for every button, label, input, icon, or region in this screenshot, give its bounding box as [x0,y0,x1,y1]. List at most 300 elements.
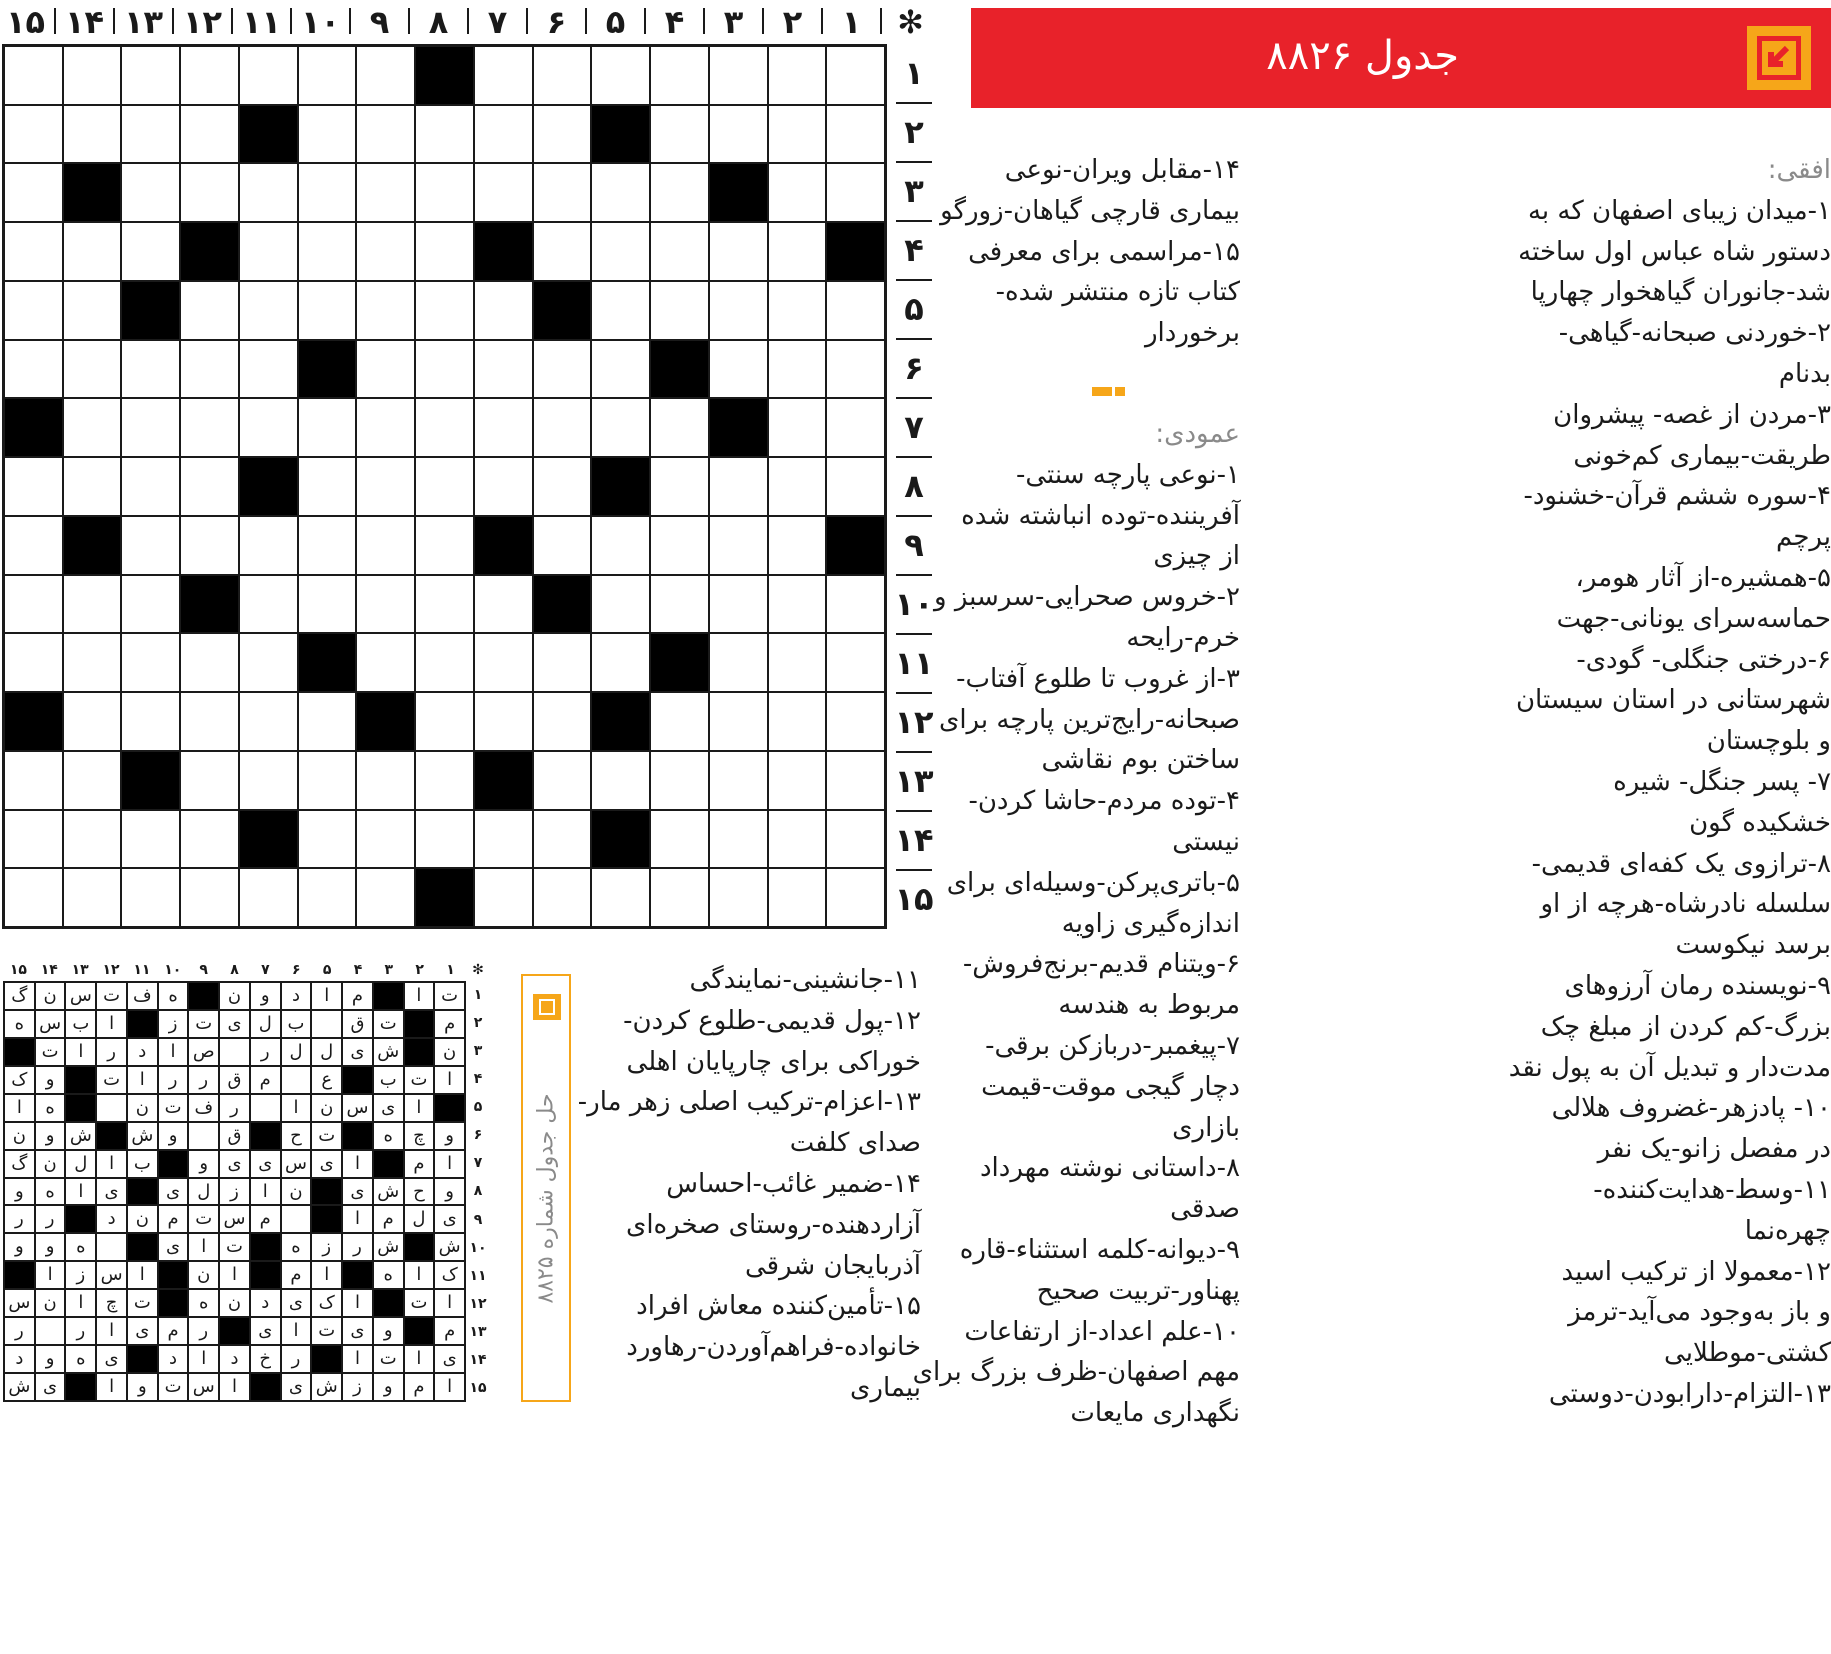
clue-line: صدای کلفت [789,1128,921,1159]
empty-cell[interactable] [180,163,239,222]
empty-cell[interactable] [4,516,63,575]
empty-cell[interactable] [4,868,63,927]
empty-cell[interactable] [239,633,298,692]
solution-letter-cell: ا [158,1038,189,1066]
clue-line: ۲-خروس صحرایی-سرسبز و [934,582,1240,613]
empty-cell[interactable] [533,46,592,105]
empty-cell[interactable] [356,222,415,281]
solution-black-cell [158,1150,189,1178]
solution-column-numbers [3,960,490,980]
corner-arrow-icon [1747,26,1811,90]
column-number: ۳ [723,3,744,41]
solution-black-cell [404,1010,435,1038]
solution-letter-cell: ی [250,1150,281,1178]
empty-cell[interactable] [180,281,239,340]
empty-cell[interactable] [650,163,709,222]
empty-cell[interactable] [356,163,415,222]
empty-cell[interactable] [474,633,533,692]
clue-line: بیماری قارچی گیاهان-زورگو [940,195,1240,226]
empty-cell[interactable] [63,810,122,869]
empty-cell[interactable] [768,633,827,692]
empty-cell[interactable] [826,751,885,810]
solution-letter-cell: ز [158,1010,189,1038]
solution-letter-cell: ت [188,1205,219,1233]
empty-cell[interactable] [474,105,533,164]
empty-cell[interactable] [180,46,239,105]
solution-letter-cell: ت [219,1233,250,1261]
row-number: ۵ [904,290,924,328]
empty-cell[interactable] [121,46,180,105]
solution-letter-cell: د [96,1205,127,1233]
row-number: ۷ [904,408,924,446]
solution-letter-cell: ا [127,1261,158,1289]
empty-cell[interactable] [298,105,357,164]
empty-cell[interactable] [709,105,768,164]
empty-cell[interactable] [298,222,357,281]
column-number: ۱۴ [64,3,105,41]
empty-cell[interactable] [650,457,709,516]
empty-cell[interactable] [298,868,357,927]
empty-cell[interactable] [533,810,592,869]
black-cell [180,222,239,281]
solution-letter-cell: ا [96,1373,127,1401]
empty-cell[interactable] [4,575,63,634]
empty-cell[interactable] [121,868,180,927]
empty-cell[interactable] [415,398,474,457]
empty-cell[interactable] [415,163,474,222]
clue-line: دستور شاه عباس اول ساخته [1518,236,1831,267]
empty-cell[interactable] [768,105,827,164]
empty-cell[interactable] [709,692,768,751]
solution-letter-cell: ا [188,1345,219,1373]
empty-cell[interactable] [826,105,885,164]
empty-cell[interactable] [474,810,533,869]
empty-cell[interactable] [533,692,592,751]
empty-cell[interactable] [709,281,768,340]
empty-cell[interactable] [180,692,239,751]
empty-cell[interactable] [63,46,122,105]
empty-cell[interactable] [298,751,357,810]
empty-cell[interactable] [63,633,122,692]
empty-cell[interactable] [180,457,239,516]
black-cell [474,516,533,575]
solution-letter-cell: س [342,1094,373,1122]
empty-cell[interactable] [709,222,768,281]
empty-cell[interactable] [474,457,533,516]
empty-cell[interactable] [180,340,239,399]
solution-letter-cell [96,1233,127,1261]
empty-cell[interactable] [121,633,180,692]
solution-letter-cell: س [188,1373,219,1401]
empty-cell[interactable] [474,575,533,634]
empty-cell[interactable] [298,46,357,105]
solution-letter-cell: ا [250,1178,281,1206]
empty-cell[interactable] [768,340,827,399]
empty-cell[interactable] [474,46,533,105]
solution-row-number: ۳ [473,1043,483,1060]
empty-cell[interactable] [298,281,357,340]
solution-row-number: ۱۳ [469,1323,487,1340]
empty-cell[interactable] [768,575,827,634]
solution-black-cell [127,1010,158,1038]
empty-cell[interactable] [4,810,63,869]
empty-cell[interactable] [4,163,63,222]
empty-cell[interactable] [709,751,768,810]
empty-cell[interactable] [415,222,474,281]
empty-cell[interactable] [298,692,357,751]
clue-line: بیماری [850,1372,921,1403]
solution-column-number: ۱۱ [133,962,151,978]
solution-black-cell [373,1289,404,1317]
empty-cell[interactable] [650,692,709,751]
empty-cell[interactable] [239,692,298,751]
empty-cell[interactable] [121,575,180,634]
clue-line: خشکیده گون [1689,807,1831,838]
empty-cell[interactable] [474,340,533,399]
solution-letter-cell: و [434,1178,465,1206]
empty-cell[interactable] [768,46,827,105]
empty-cell[interactable] [826,340,885,399]
column-separator [467,8,469,34]
empty-cell[interactable] [121,516,180,575]
empty-cell[interactable] [415,751,474,810]
solution-letter-cell: ن [219,982,250,1010]
empty-cell[interactable] [121,457,180,516]
empty-cell[interactable] [356,105,415,164]
empty-cell[interactable] [826,868,885,927]
clue-line: ۷-پیغمبر-دربازکن برقی- [985,1030,1240,1061]
column-number: ۴ [664,3,685,41]
empty-cell[interactable] [121,810,180,869]
empty-cell[interactable] [63,868,122,927]
crossword-grid[interactable] [2,44,887,929]
empty-cell[interactable] [533,398,592,457]
solution-letter-cell: و [434,1122,465,1150]
empty-cell[interactable] [474,398,533,457]
solution-black-cell [127,1345,158,1373]
empty-cell[interactable] [4,340,63,399]
empty-cell[interactable] [650,281,709,340]
empty-cell[interactable] [63,222,122,281]
empty-cell[interactable] [180,751,239,810]
clue-line: صدقی [1170,1194,1240,1225]
empty-cell[interactable] [63,105,122,164]
empty-cell[interactable] [709,457,768,516]
empty-cell[interactable] [591,751,650,810]
empty-cell[interactable] [768,398,827,457]
empty-cell[interactable] [415,633,474,692]
solution-letter-cell: و [250,982,281,1010]
empty-cell[interactable] [650,222,709,281]
empty-cell[interactable] [239,281,298,340]
empty-cell[interactable] [650,751,709,810]
empty-cell[interactable] [533,457,592,516]
empty-cell[interactable] [826,163,885,222]
black-cell [533,575,592,634]
solution-letter-cell: ر [342,1233,373,1261]
empty-cell[interactable] [650,516,709,575]
solution-letter-cell: س [4,1289,35,1317]
empty-cell[interactable] [121,105,180,164]
empty-cell[interactable] [415,105,474,164]
empty-cell[interactable] [63,575,122,634]
empty-cell[interactable] [356,281,415,340]
empty-cell[interactable] [768,868,827,927]
empty-cell[interactable] [356,398,415,457]
empty-cell[interactable] [239,398,298,457]
empty-cell[interactable] [768,810,827,869]
solution-row-number: ۸ [473,1183,483,1200]
empty-cell[interactable] [591,398,650,457]
empty-cell[interactable] [4,457,63,516]
puzzle-title: جدول ۸۸۲۶ [1266,33,1459,79]
empty-cell[interactable] [239,340,298,399]
empty-cell[interactable] [63,692,122,751]
empty-cell[interactable] [768,457,827,516]
empty-cell[interactable] [474,163,533,222]
solution-letter-cell: ر [188,1066,219,1094]
empty-cell[interactable] [415,692,474,751]
solution-letter-cell: ت [127,1289,158,1317]
row-number: ۱۴ [894,821,934,859]
empty-cell[interactable] [121,692,180,751]
empty-cell[interactable] [356,457,415,516]
empty-cell[interactable] [356,575,415,634]
empty-cell[interactable] [709,810,768,869]
solution-row-numbers [466,981,490,1402]
clue-line: ۱-میدان زیبای اصفهان که به [1527,195,1831,226]
empty-cell[interactable] [63,281,122,340]
empty-cell[interactable] [768,751,827,810]
empty-cell[interactable] [180,810,239,869]
empty-cell[interactable] [63,751,122,810]
empty-cell[interactable] [415,340,474,399]
clue-line: ۹-نویسنده رمان آرزوهای [1564,970,1831,1001]
empty-cell[interactable] [180,105,239,164]
empty-cell[interactable] [591,46,650,105]
column-number: ۱۰ [300,3,341,41]
empty-cell[interactable] [591,281,650,340]
solution-column-number: ۴ [353,962,363,978]
solution-letter-cell: ه [158,982,189,1010]
empty-cell[interactable] [298,810,357,869]
empty-cell[interactable] [4,105,63,164]
empty-cell[interactable] [533,163,592,222]
empty-cell[interactable] [4,46,63,105]
clue-line: حماسه‌سرای یونانی-جهت [1556,603,1831,634]
empty-cell[interactable] [474,281,533,340]
solution-letter-cell: ا [35,1261,66,1289]
empty-cell[interactable] [650,46,709,105]
empty-cell[interactable] [709,46,768,105]
black-cell [474,751,533,810]
empty-cell[interactable] [533,633,592,692]
empty-cell[interactable] [709,575,768,634]
empty-cell[interactable] [709,516,768,575]
solution-black-cell [311,1178,342,1206]
empty-cell[interactable] [591,163,650,222]
empty-cell[interactable] [826,633,885,692]
solution-letter-cell: ت [188,1010,219,1038]
empty-cell[interactable] [650,810,709,869]
empty-cell[interactable] [826,281,885,340]
solution-row-number: ۷ [473,1155,483,1172]
empty-cell[interactable] [63,398,122,457]
empty-cell[interactable] [239,575,298,634]
empty-cell[interactable] [768,516,827,575]
empty-cell[interactable] [415,810,474,869]
empty-cell[interactable] [533,105,592,164]
empty-cell[interactable] [709,340,768,399]
empty-cell[interactable] [239,751,298,810]
clue-line: ۱۰-علم اعداد-از ارتفاعات [964,1316,1240,1347]
empty-cell[interactable] [650,868,709,927]
clue-line: ۱۰- پادزهر-غضروف هلالی [1551,1093,1831,1124]
empty-cell[interactable] [4,633,63,692]
column-separator [644,8,646,34]
empty-cell[interactable] [121,398,180,457]
solution-column-number: ۲ [415,962,424,978]
solution-letter-cell: ا [4,1094,35,1122]
empty-cell[interactable] [180,633,239,692]
empty-cell[interactable] [533,516,592,575]
solution-black-cell [373,982,404,1010]
solution-letter-cell: س [35,1010,66,1038]
empty-cell[interactable] [298,457,357,516]
empty-cell[interactable] [415,575,474,634]
empty-cell[interactable] [121,340,180,399]
empty-cell[interactable] [239,163,298,222]
empty-cell[interactable] [180,516,239,575]
empty-cell[interactable] [768,163,827,222]
solution-letter-cell: و [35,1345,66,1373]
empty-cell[interactable] [768,222,827,281]
solution-black-cell [65,1373,96,1401]
empty-cell[interactable] [356,868,415,927]
empty-cell[interactable] [121,163,180,222]
empty-cell[interactable] [826,575,885,634]
empty-cell[interactable] [356,633,415,692]
empty-cell[interactable] [415,281,474,340]
empty-cell[interactable] [591,340,650,399]
corner-symbol: ✻ [897,3,924,41]
column-separator [762,8,764,34]
empty-cell[interactable] [239,516,298,575]
solution-letter-cell: م [250,1066,281,1094]
solution-letter-cell: ا [342,1289,373,1317]
empty-cell[interactable] [591,633,650,692]
row-number: ۱۲ [894,703,934,741]
empty-cell[interactable] [356,751,415,810]
empty-cell[interactable] [591,575,650,634]
clue-line: ۹-دیوانه-کلمه استثناء-قاره [959,1234,1240,1265]
empty-cell[interactable] [650,398,709,457]
column-number: ۱۱ [241,3,282,41]
empty-cell[interactable] [298,516,357,575]
empty-cell[interactable] [591,222,650,281]
solution-letter-cell: ل [404,1205,435,1233]
clue-line: ۱۱-وسط-هدایت‌کننده- [1593,1174,1831,1205]
empty-cell[interactable] [826,457,885,516]
empty-cell[interactable] [474,692,533,751]
empty-cell[interactable] [591,868,650,927]
solution-letter-cell: ل [188,1178,219,1206]
solution-letter-cell: ی [434,1205,465,1233]
solution-letter-cell: م [281,1261,312,1289]
solution-letter-cell: ت [404,1066,435,1094]
empty-cell[interactable] [356,46,415,105]
solution-column-number: ۱۴ [40,962,58,978]
empty-cell[interactable] [826,810,885,869]
empty-cell[interactable] [533,751,592,810]
empty-cell[interactable] [356,516,415,575]
clue-line: و بلوچستان [1706,726,1831,757]
solution-black-cell [158,1289,189,1317]
empty-cell[interactable] [650,575,709,634]
empty-cell[interactable] [533,868,592,927]
empty-cell[interactable] [474,868,533,927]
empty-cell[interactable] [63,340,122,399]
row-number-bar [888,44,940,929]
empty-cell[interactable] [415,516,474,575]
empty-cell[interactable] [533,340,592,399]
empty-cell[interactable] [4,751,63,810]
solution-letter-cell: ک [434,1261,465,1289]
column-number: ۱۲ [182,3,223,41]
empty-cell[interactable] [826,692,885,751]
clue-line: ۳-از غروب تا طلوع آفتاب- [956,663,1240,694]
empty-cell[interactable] [826,398,885,457]
empty-cell[interactable] [180,398,239,457]
solution-letter-cell: ص [188,1038,219,1066]
empty-cell[interactable] [709,868,768,927]
solution-letter-cell: ه [281,1233,312,1261]
empty-cell[interactable] [591,516,650,575]
empty-cell[interactable] [63,457,122,516]
clue-line: نگهداری مایعات [1070,1398,1240,1429]
empty-cell[interactable] [239,46,298,105]
solution-letter-cell: ب [127,1150,158,1178]
empty-cell[interactable] [709,633,768,692]
empty-cell[interactable] [768,692,827,751]
solution-letter-cell: گ [4,1150,35,1178]
solution-letter-cell: ر [65,1317,96,1345]
empty-cell[interactable] [826,46,885,105]
empty-cell[interactable] [356,340,415,399]
empty-cell[interactable] [180,868,239,927]
column-separator [290,8,292,34]
solution-letter-cell: ر [4,1317,35,1345]
empty-cell[interactable] [239,868,298,927]
column-number: ۷ [487,3,508,41]
empty-cell[interactable] [298,163,357,222]
empty-cell[interactable] [356,810,415,869]
empty-cell[interactable] [4,281,63,340]
empty-cell[interactable] [533,222,592,281]
empty-cell[interactable] [121,222,180,281]
empty-cell[interactable] [768,281,827,340]
clue-line: ۱۲-پول قدیمی-طلوع کردن- [623,1005,921,1036]
black-cell [650,340,709,399]
empty-cell[interactable] [298,575,357,634]
empty-cell[interactable] [239,222,298,281]
empty-cell[interactable] [415,457,474,516]
solution-letter-cell: ش [373,1038,404,1066]
column-number: ۹ [369,3,390,41]
empty-cell[interactable] [298,398,357,457]
empty-cell[interactable] [4,222,63,281]
empty-cell[interactable] [650,105,709,164]
